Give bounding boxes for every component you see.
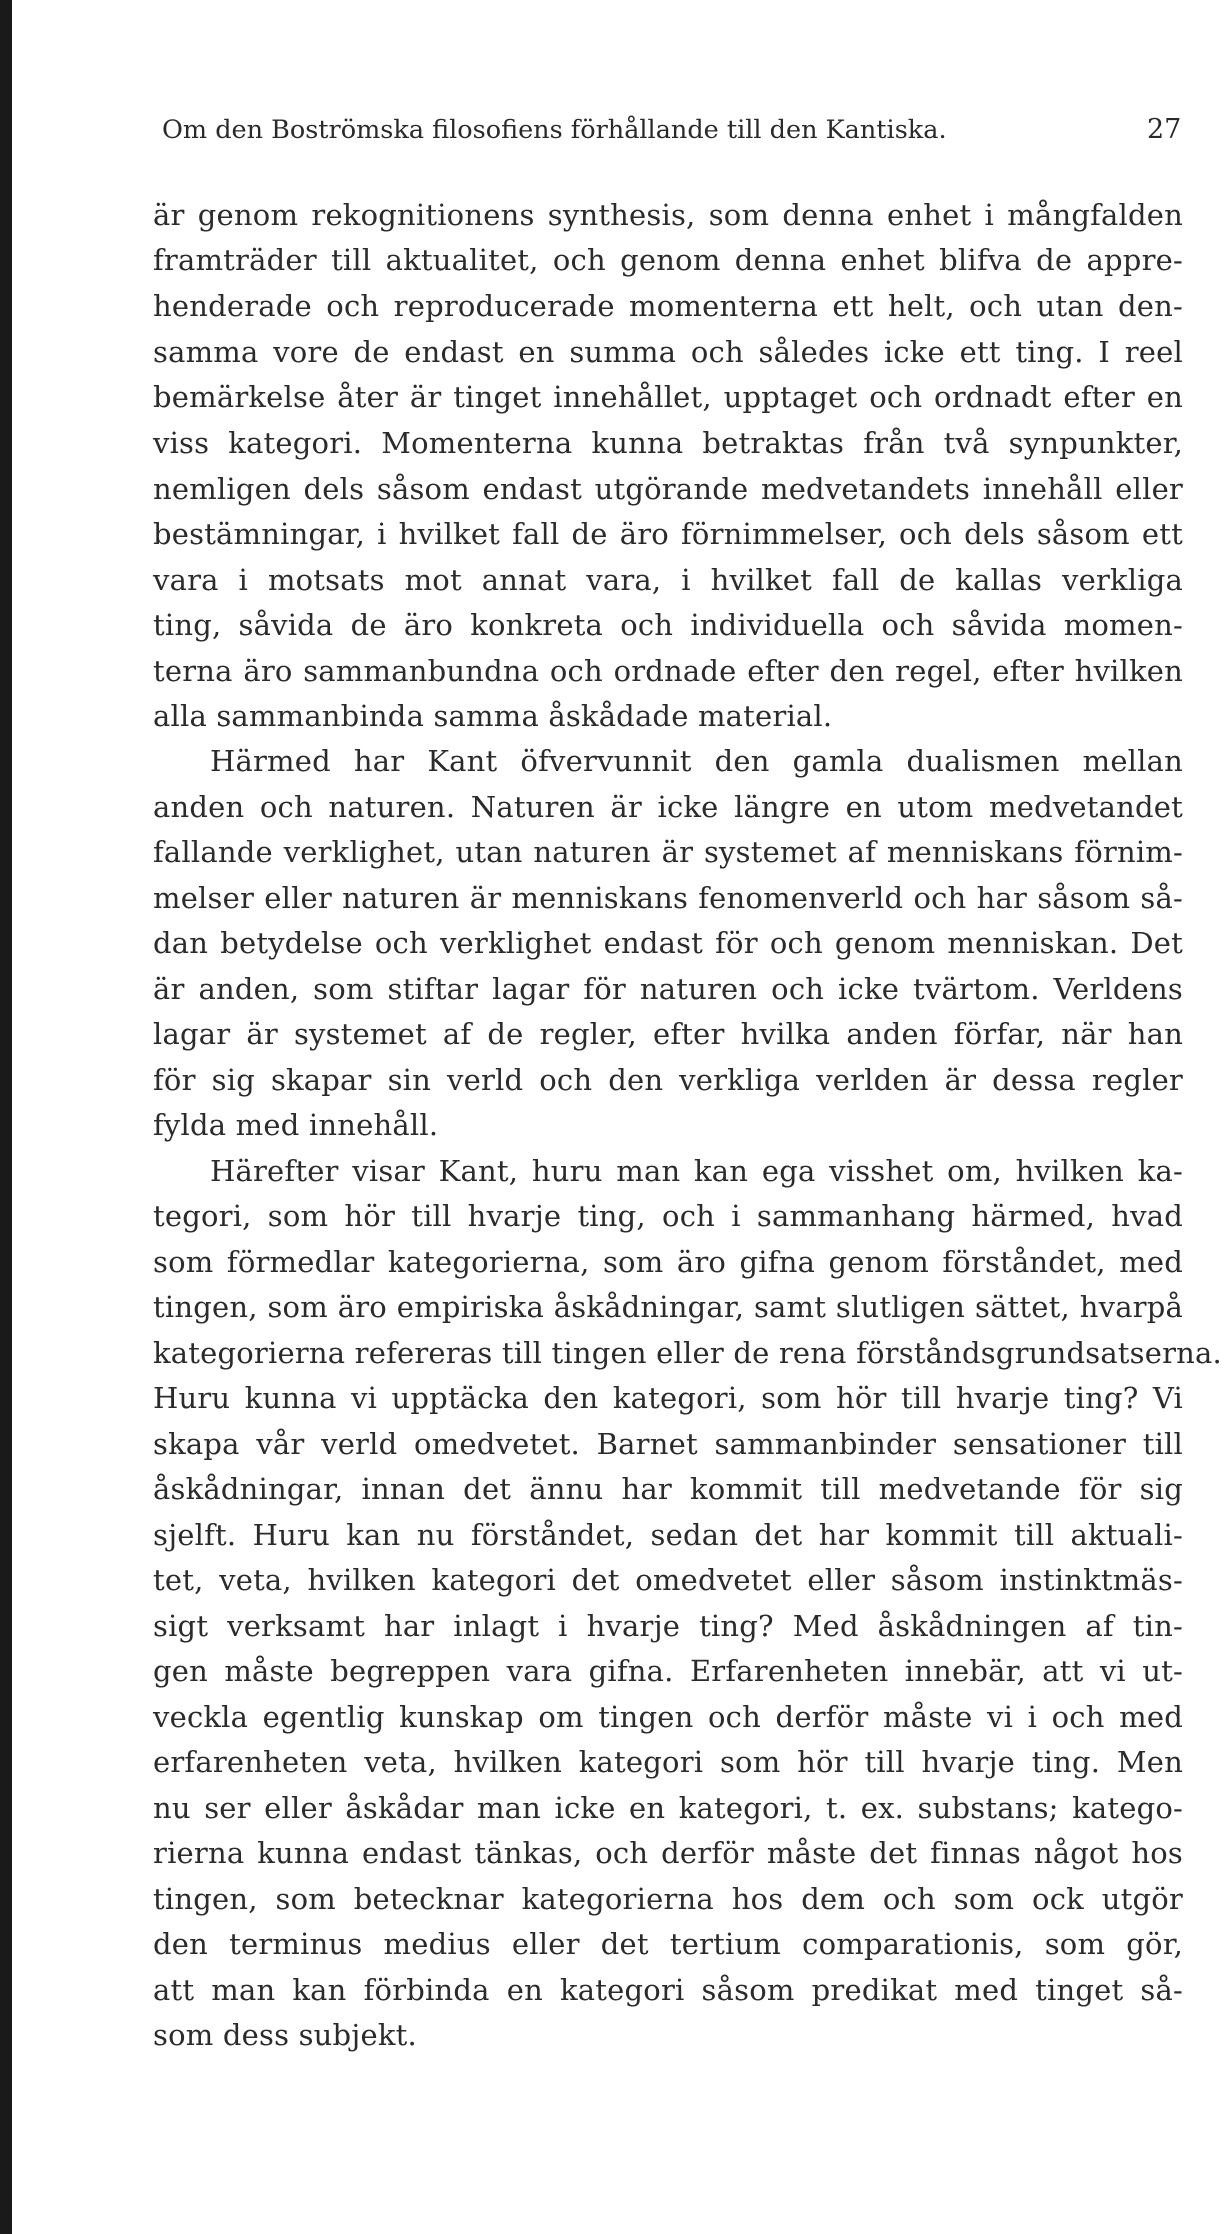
text-line: terna äro sammanbundna och ordnade efter den regel, efter hvilken bbox=[153, 654, 1183, 688]
text-line: tingen, som betecknar kategorierna hos dem och som ock utgör bbox=[153, 1882, 1183, 1916]
text-line: ting, såvida de äro konkreta och individuella och såvida momen- bbox=[153, 608, 1183, 642]
text-line: Härefter visar Kant, huru man kan ega visshet om, hvilken ka- bbox=[210, 1154, 1183, 1188]
text-line: som förmedlar kategorierna, som äro gifna genom förståndet, med bbox=[153, 1245, 1183, 1279]
text-line: viss kategori. Momenterna kunna betraktas från två synpunkter, bbox=[153, 426, 1183, 460]
text-line: alla sammanbinda samma åskådade material. bbox=[153, 699, 833, 733]
text-line: veckla egentlig kunskap om tingen och derför måste vi i och med bbox=[153, 1700, 1183, 1734]
text-line: samma vore de endast en summa och således icke ett ting. I reel bbox=[153, 335, 1183, 369]
text-line: att man kan förbinda en kategori såsom predikat med tinget så- bbox=[153, 1973, 1183, 2007]
text-line: fallande verklighet, utan naturen är systemet af menniskans förnim- bbox=[153, 835, 1183, 869]
text-line: tegori, som hör till hvarje ting, och i sammanhang härmed, hvad bbox=[153, 1199, 1183, 1233]
text-line: gen måste begreppen vara gifna. Erfarenheten innebär, att vi ut- bbox=[153, 1654, 1183, 1688]
running-title: Om den Boströmska filosofiens förhållande till den Kantiska. bbox=[162, 115, 947, 145]
text-line: framträder till aktualitet, och genom denna enhet blifva de appre- bbox=[153, 243, 1183, 277]
page-number: 27 bbox=[1147, 114, 1182, 145]
text-line: den terminus medius eller det tertium comparationis, som gör, bbox=[153, 1927, 1183, 1961]
text-line: åskådningar, innan det ännu har kommit till medvetande för sig bbox=[153, 1472, 1183, 1506]
text-line: erfarenheten veta, hvilken kategori som hör till hvarje ting. Men bbox=[153, 1745, 1183, 1779]
text-line: för sig skapar sin verld och den verkliga verlden är dessa regler bbox=[153, 1063, 1183, 1097]
text-line: henderade och reproducerade momenterna ett helt, och utan den- bbox=[153, 289, 1183, 323]
text-line: sigt verksamt har inlagt i hvarje ting? Med åskådningen af tin- bbox=[153, 1609, 1183, 1643]
text-line: melser eller naturen är menniskans fenomenverld och har såsom så- bbox=[153, 881, 1183, 915]
text-line: fylda med innehåll. bbox=[153, 1108, 439, 1142]
text-line: sjelft. Huru kan nu förståndet, sedan det har kommit till aktuali- bbox=[153, 1518, 1183, 1552]
text-line: är genom rekognitionens synthesis, som denna enhet i mångfalden bbox=[153, 198, 1183, 232]
text-line: kategorierna refereras till tingen eller de rena förståndsgrundsatserna. bbox=[153, 1336, 1222, 1370]
text-line: skapa vår verld omedvetet. Barnet sammanbinder sensationer till bbox=[153, 1427, 1183, 1461]
text-line: anden och naturen. Naturen är icke längre en utom medvetandet bbox=[153, 790, 1183, 824]
text-line: tet, veta, hvilken kategori det omedvetet eller såsom instinktmäs- bbox=[153, 1563, 1183, 1597]
text-line: vara i motsats mot annat vara, i hvilket fall de kallas verkliga bbox=[153, 563, 1183, 597]
text-line: dan betydelse och verklighet endast för och genom menniskan. Det bbox=[153, 926, 1183, 960]
text-line: bemärkelse åter är tinget innehållet, upptaget och ordnadt efter en bbox=[153, 380, 1183, 414]
text-line: nemligen dels såsom endast utgörande medvetandets innehåll eller bbox=[153, 472, 1183, 506]
text-line: lagar är systemet af de regler, efter hvilka anden förfar, när han bbox=[153, 1017, 1183, 1051]
text-line: Härmed har Kant öfvervunnit den gamla dualismen mellan bbox=[210, 744, 1183, 778]
text-line: är anden, som stiftar lagar för naturen och icke tvärtom. Verldens bbox=[153, 972, 1183, 1006]
text-line: Huru kunna vi upptäcka den kategori, som hör till hvarje ting? Vi bbox=[153, 1381, 1183, 1415]
text-line: som dess subjekt. bbox=[153, 2018, 417, 2052]
text-line: nu ser eller åskådar man icke en kategori, t. ex. substans; katego- bbox=[153, 1791, 1183, 1825]
text-line: bestämningar, i hvilket fall de äro förnimmelser, och dels såsom ett bbox=[153, 517, 1183, 551]
text-line: rierna kunna endast tänkas, och derför måste det finnas något hos bbox=[153, 1836, 1183, 1870]
text-line: tingen, som äro empiriska åskådningar, samt slutligen sättet, hvarpå bbox=[153, 1290, 1183, 1324]
